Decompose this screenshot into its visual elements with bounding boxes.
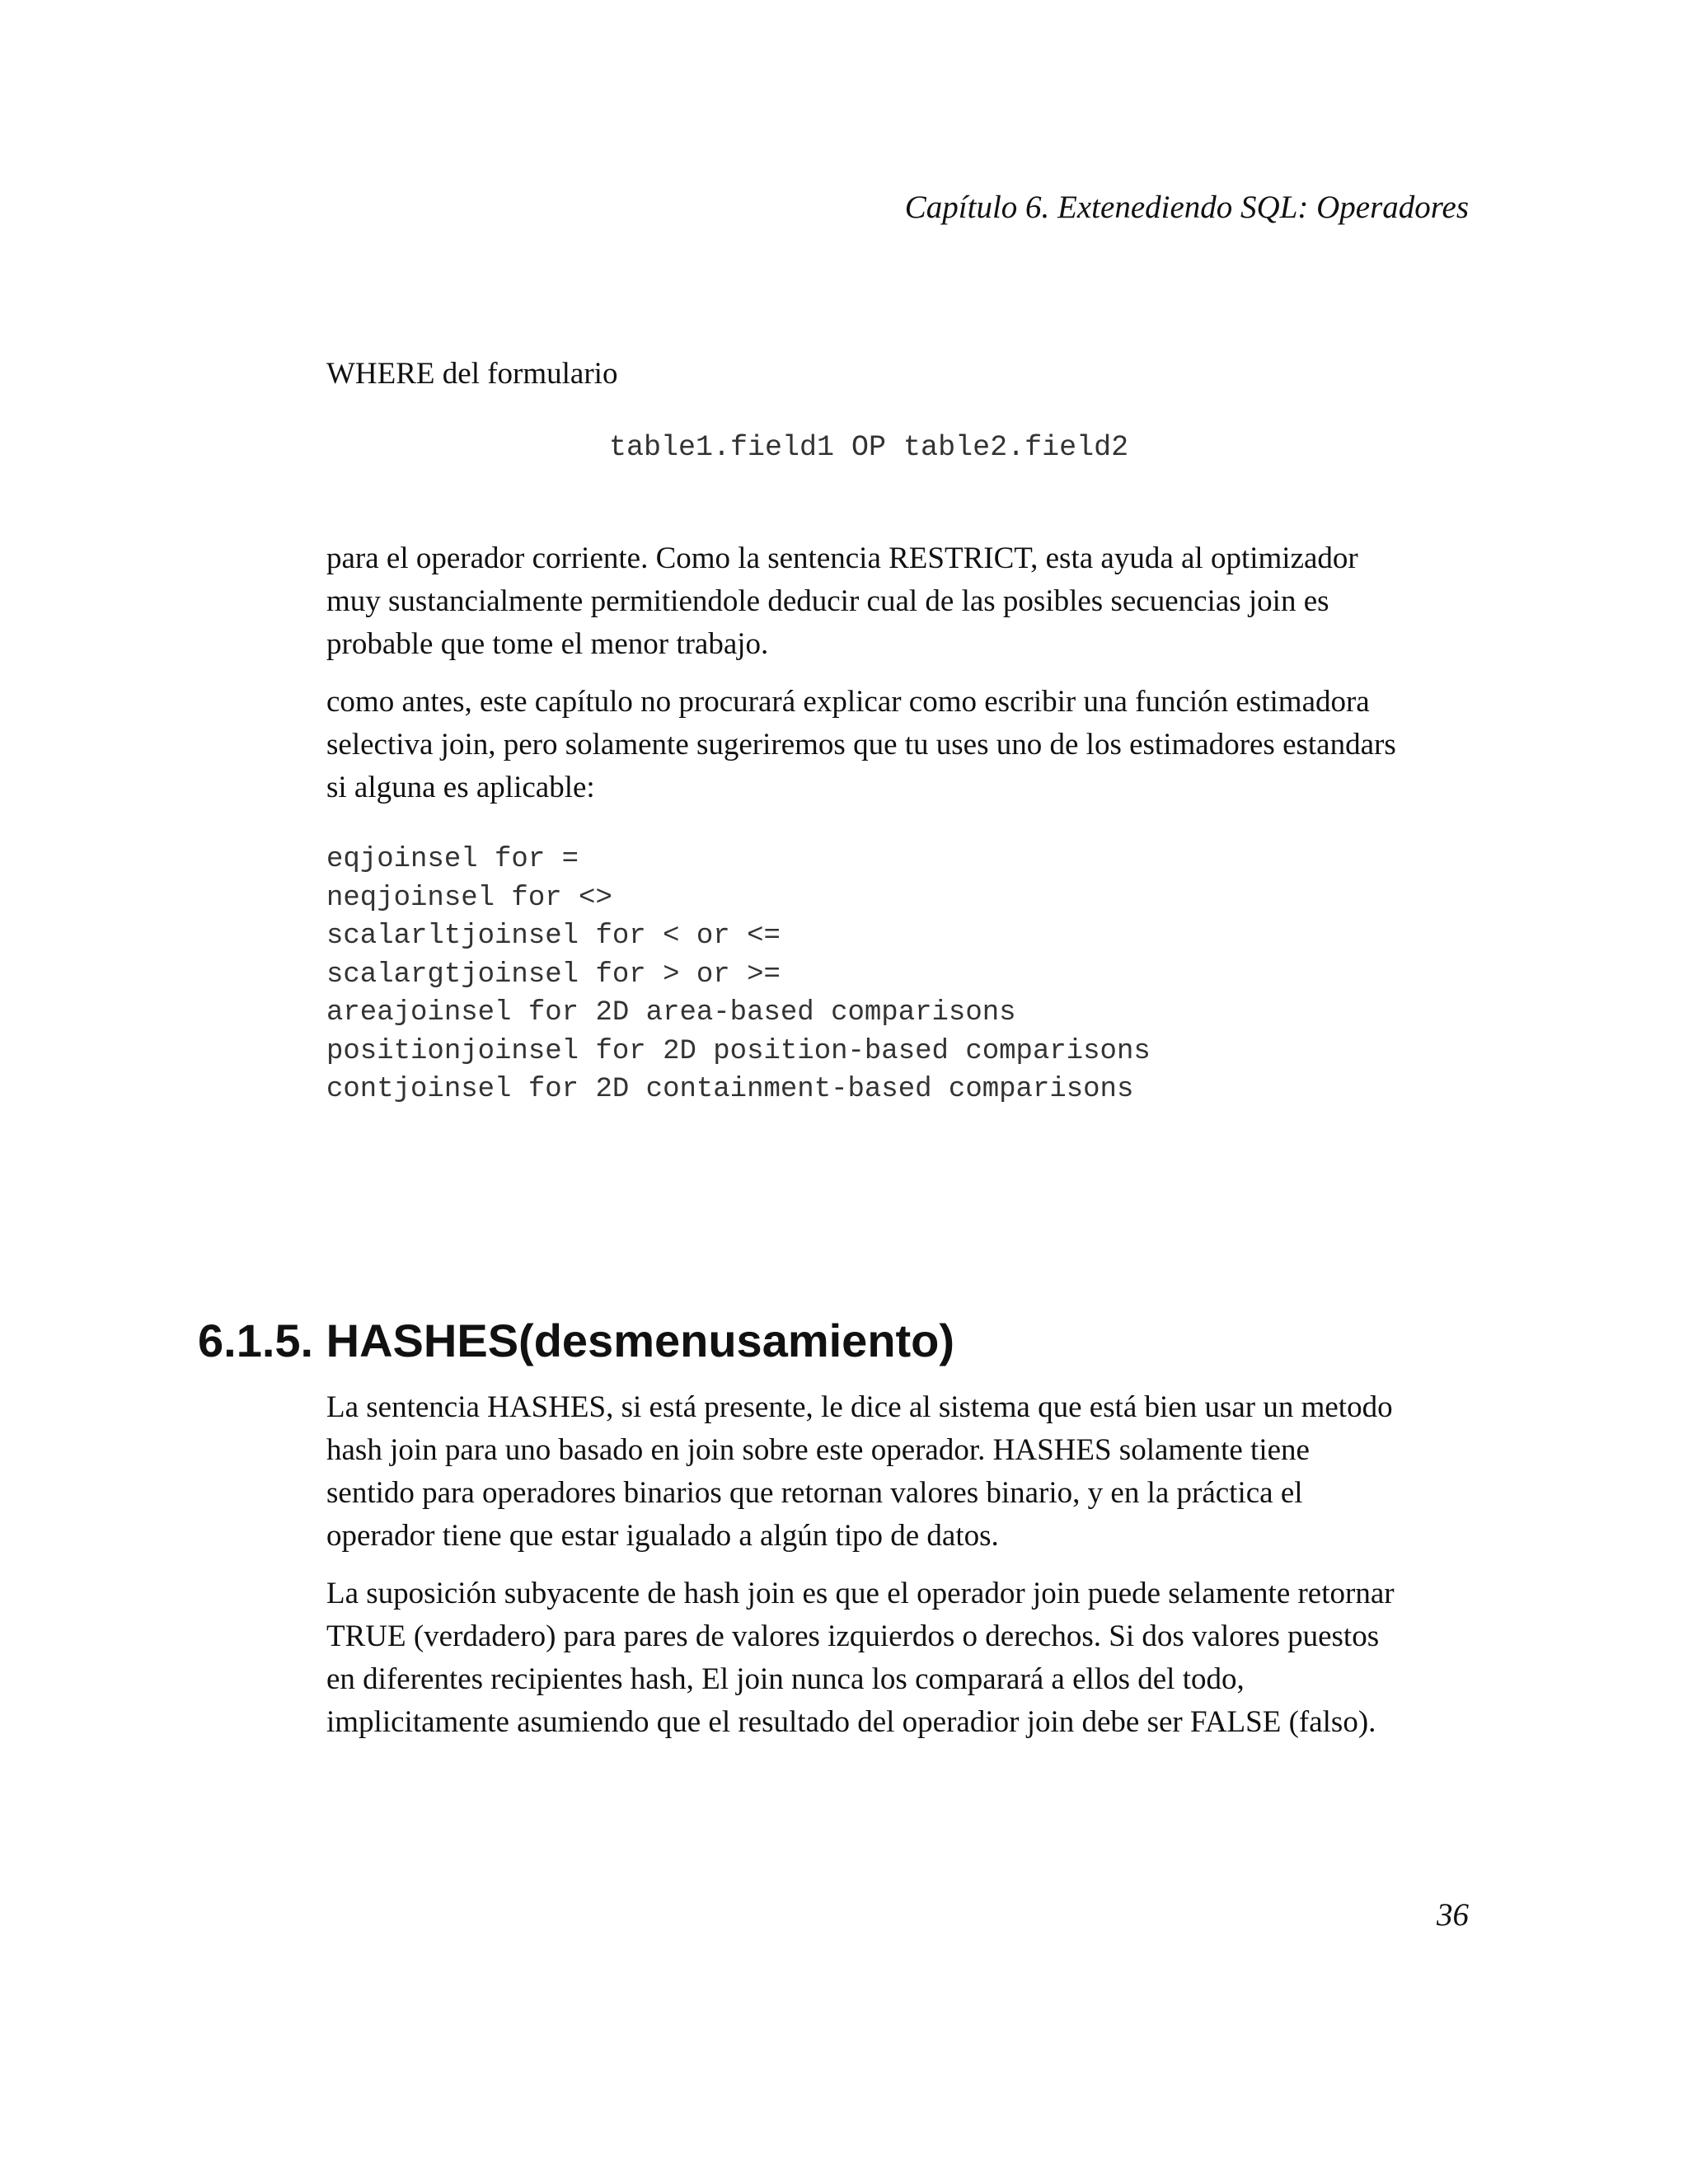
paragraph-hashes-description: La sentencia HASHES, si está presente, le dice al sistema que está bien usar un metodo hash join para uno basado en join sobre este operador. HASHES solamente tiene sentido para operadores binarios que retornan valores binario, y en la práctica el operador tiene que estar igualado a algún tipo de datos.: [326, 1390, 1393, 1553]
estimator-line: contjoinsel for 2D containment-based comparisons: [326, 1074, 1134, 1105]
paragraph-estimator-intro: como antes, este capítulo no procurará explicar como escribir una función estimadora selectiva join, pero solamente sugeriremos que tu uses uno de los estimadores estandars si alguna es aplicable:: [326, 685, 1396, 804]
intro-line: WHERE del formulario: [326, 357, 618, 391]
estimator-line: scalargtjoinsel for > or >=: [326, 958, 781, 991]
estimator-line: positionjoinsel for 2D position-based comparisons: [326, 1035, 1151, 1067]
paragraph-operator-description: para el operador corriente. Como la sentencia RESTRICT, esta ayuda al optimizador muy sustancialmente permitiendole deducir cual de las posibles secuencias join es probable que tome el menor trabajo.: [326, 541, 1358, 661]
section-heading: 6.1.5. HASHES(desmenusamiento): [198, 1315, 955, 1366]
estimator-line: areajoinsel for 2D area-based comparisons: [326, 997, 1016, 1029]
estimator-line: neqjoinsel for <>: [326, 882, 612, 914]
estimator-line: eqjoinsel for =: [326, 844, 579, 875]
code-expression: table1.field1 OP table2.field2: [609, 431, 1129, 464]
paragraph-hash-join-assumption: La suposición subyacente de hash join es que el operador join puede selamente retornar TRUE (verdadero) para pares de valores izquierdos o derechos. Si dos valores puestos en diferentes recipientes hash, El join nunca los comparará a ellos del todo, implicitamente asumiendo que el resultado del operadior join debe ser FALSE (falso).: [326, 1577, 1395, 1739]
running-header: Capítulo 6. Extenediendo SQL: Operadores: [904, 190, 1469, 225]
page-number: 36: [1437, 1897, 1469, 1933]
estimator-line: scalarltjoinsel for < or <=: [326, 921, 781, 952]
estimator-code-list: [326, 841, 1480, 1109]
